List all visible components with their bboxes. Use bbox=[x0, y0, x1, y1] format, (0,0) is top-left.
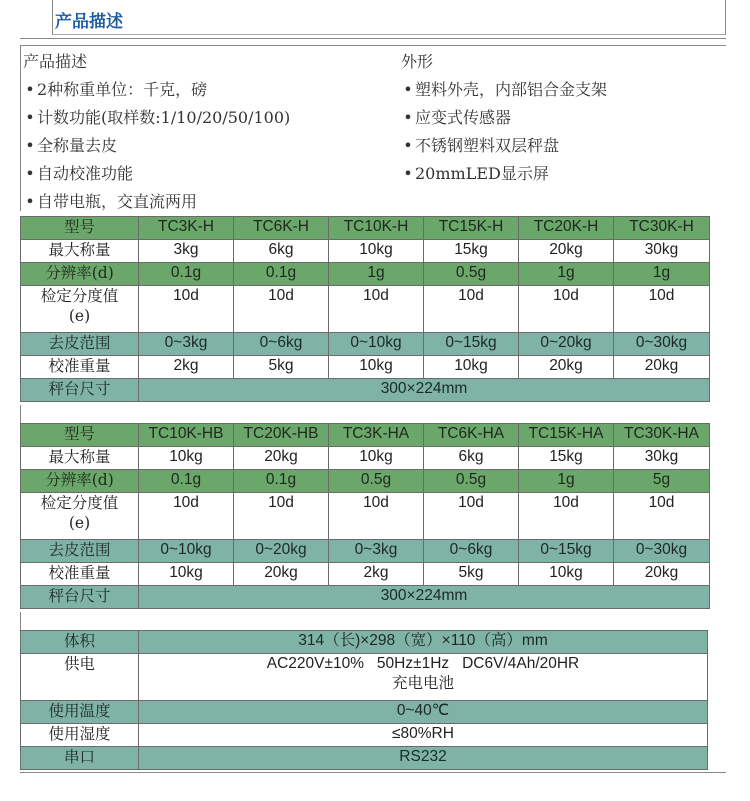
table-cell: 2kg bbox=[139, 356, 234, 379]
table-cell: TC10K-HB bbox=[139, 424, 234, 447]
row-label: 秤台尺寸 bbox=[21, 379, 139, 402]
row-label: 分辨率(d) bbox=[21, 263, 139, 286]
table-row-max bbox=[21, 240, 710, 263]
list-item: • 20mmLED显示屏 bbox=[403, 164, 549, 183]
table-cell: 2kg bbox=[329, 563, 424, 586]
table-cell: 20kg bbox=[519, 240, 614, 263]
table-row-resolution bbox=[21, 263, 710, 286]
table-cell: 0~3kg bbox=[329, 540, 424, 563]
description-heading: 外形 bbox=[401, 52, 434, 71]
table-cell: 30kg bbox=[614, 447, 710, 470]
row-label: 串口 bbox=[21, 747, 139, 770]
row-label: 使用湿度 bbox=[21, 724, 139, 747]
table-row-calibration bbox=[21, 563, 710, 586]
section-header bbox=[52, 0, 726, 35]
table-cell: 0.1g bbox=[234, 263, 329, 286]
table-cell: 0~15kg bbox=[424, 333, 519, 356]
table-row-model bbox=[21, 424, 710, 447]
table-cell: 0~20kg bbox=[519, 333, 614, 356]
spec-table-hb-ha-series bbox=[20, 423, 710, 609]
table-cell: 0~10kg bbox=[329, 333, 424, 356]
table-cell: 0.1g bbox=[139, 263, 234, 286]
row-label: 去皮范围 bbox=[21, 333, 139, 356]
table-cell: 15kg bbox=[424, 240, 519, 263]
table-cell: 0~30kg bbox=[614, 540, 710, 563]
table-cell: 0.5g bbox=[424, 263, 519, 286]
row-label: 供电 bbox=[21, 654, 139, 701]
table-cell: 0.5g bbox=[424, 470, 519, 493]
row-label: 使用温度 bbox=[21, 701, 139, 724]
table-row-platform bbox=[21, 379, 710, 402]
table-cell: TC30K-H bbox=[614, 217, 710, 240]
table-cell: 20kg bbox=[614, 356, 710, 379]
row-label: 体积 bbox=[21, 631, 139, 654]
table-cell: 0~6kg bbox=[424, 540, 519, 563]
table-cell: 300×224mm bbox=[139, 586, 710, 609]
table-cell: 10kg bbox=[329, 447, 424, 470]
table-cell: 10d bbox=[139, 286, 234, 333]
list-item: • 塑料外壳，内部铝合金支架 bbox=[403, 80, 608, 99]
spec-table-h-series bbox=[20, 216, 710, 402]
table-row-volume bbox=[21, 631, 708, 654]
table-cell: 314（长)×298（宽）×110（高）mm bbox=[139, 631, 708, 654]
table-cell: 10kg bbox=[519, 563, 614, 586]
table-cell: TC20K-HB bbox=[234, 424, 329, 447]
divider bbox=[20, 405, 21, 423]
table-cell: 0.1g bbox=[139, 470, 234, 493]
table-row-humidity bbox=[21, 724, 708, 747]
row-label: 最大称量 bbox=[21, 447, 139, 470]
row-label: 秤台尺寸 bbox=[21, 586, 139, 609]
table-cell: 10d bbox=[234, 493, 329, 540]
table-cell: 0~40℃ bbox=[139, 701, 708, 724]
table-row-max bbox=[21, 447, 710, 470]
row-label: 型号 bbox=[21, 424, 139, 447]
table-row-serial bbox=[21, 747, 708, 770]
description-left-column bbox=[23, 52, 290, 216]
description-panel bbox=[20, 46, 727, 211]
row-label: 最大称量 bbox=[21, 240, 139, 263]
table-cell: 0.5g bbox=[329, 470, 424, 493]
divider bbox=[20, 38, 726, 46]
table-cell: 10kg bbox=[139, 447, 234, 470]
section-title: 产品描述 bbox=[55, 12, 123, 32]
table-cell: 5g bbox=[614, 470, 710, 493]
table-cell: 10kg bbox=[139, 563, 234, 586]
table-row-tare bbox=[21, 540, 710, 563]
row-label: 检定分度值 (e) bbox=[21, 286, 139, 333]
divider bbox=[20, 772, 726, 773]
table-cell: 0~20kg bbox=[234, 540, 329, 563]
table-cell: 30kg bbox=[614, 240, 710, 263]
table-cell: 10d bbox=[234, 286, 329, 333]
list-item: • 2种称重单位：千克，磅 bbox=[25, 80, 208, 99]
table-cell: TC15K-H bbox=[424, 217, 519, 240]
table-cell: 300×224mm bbox=[139, 379, 710, 402]
row-label: 校准重量 bbox=[21, 356, 139, 379]
table-cell: 5kg bbox=[234, 356, 329, 379]
table-row-tare bbox=[21, 333, 710, 356]
table-row-division bbox=[21, 286, 710, 333]
description-heading: 产品描述 bbox=[23, 52, 88, 71]
table-cell: 20kg bbox=[234, 563, 329, 586]
table-cell: TC30K-HA bbox=[614, 424, 710, 447]
row-label: 分辨率(d) bbox=[21, 470, 139, 493]
list-item: • 不锈钢塑料双层秤盘 bbox=[403, 136, 560, 155]
table-cell: TC6K-HA bbox=[424, 424, 519, 447]
table-cell: TC6K-H bbox=[234, 217, 329, 240]
table-cell: 0~10kg bbox=[139, 540, 234, 563]
table-row-model bbox=[21, 217, 710, 240]
table-cell: 3kg bbox=[139, 240, 234, 263]
table-cell: TC15K-HA bbox=[519, 424, 614, 447]
table-cell: 10d bbox=[424, 493, 519, 540]
row-label: 去皮范围 bbox=[21, 540, 139, 563]
table-cell: TC3K-HA bbox=[329, 424, 424, 447]
table-cell: ≤80%RH bbox=[139, 724, 708, 747]
spec-table-general bbox=[20, 630, 708, 770]
table-cell: 0.1g bbox=[234, 470, 329, 493]
table-cell: 5kg bbox=[424, 563, 519, 586]
description-right-column bbox=[401, 52, 607, 188]
table-cell: 6kg bbox=[424, 447, 519, 470]
list-item: • 计数功能(取样数:1/10/20/50/100) bbox=[25, 108, 291, 127]
table-cell: 0~6kg bbox=[234, 333, 329, 356]
table-cell: 1g bbox=[614, 263, 710, 286]
table-cell: 20kg bbox=[614, 563, 710, 586]
table-cell: 10d bbox=[424, 286, 519, 333]
table-row-calibration bbox=[21, 356, 710, 379]
table-cell: 10d bbox=[329, 286, 424, 333]
table-cell: 6kg bbox=[234, 240, 329, 263]
table-cell: RS232 bbox=[139, 747, 708, 770]
table-cell: TC3K-H bbox=[139, 217, 234, 240]
table-row-division bbox=[21, 493, 710, 540]
row-label: 检定分度值 (e) bbox=[21, 493, 139, 540]
table-cell: TC10K-H bbox=[329, 217, 424, 240]
table-cell: 10kg bbox=[329, 240, 424, 263]
table-cell: 15kg bbox=[519, 447, 614, 470]
table-row-power bbox=[21, 654, 708, 701]
table-cell: TC20K-H bbox=[519, 217, 614, 240]
table-cell: 10d bbox=[519, 493, 614, 540]
divider bbox=[20, 612, 21, 630]
table-cell: 10d bbox=[519, 286, 614, 333]
table-cell: 10d bbox=[329, 493, 424, 540]
table-cell: 0~15kg bbox=[519, 540, 614, 563]
list-item: • 应变式传感器 bbox=[403, 108, 512, 127]
list-item: • 全称量去皮 bbox=[25, 136, 118, 155]
table-row-temperature bbox=[21, 701, 708, 724]
table-cell: AC220V±10% 50Hz±1Hz DC6V/4Ah/20HR 充电电池 bbox=[139, 654, 708, 701]
table-cell: 10d bbox=[614, 286, 710, 333]
table-cell: 1g bbox=[519, 470, 614, 493]
list-item: • 自动校准功能 bbox=[25, 164, 134, 183]
table-row-platform bbox=[21, 586, 710, 609]
table-cell: 0~30kg bbox=[614, 333, 710, 356]
table-cell: 0~3kg bbox=[139, 333, 234, 356]
table-row-resolution bbox=[21, 470, 710, 493]
table-cell: 1g bbox=[329, 263, 424, 286]
table-cell: 10d bbox=[139, 493, 234, 540]
table-cell: 10kg bbox=[424, 356, 519, 379]
list-item: • 自带电瓶，交直流两用 bbox=[25, 192, 198, 211]
table-cell: 1g bbox=[519, 263, 614, 286]
table-cell: 20kg bbox=[234, 447, 329, 470]
row-label: 校准重量 bbox=[21, 563, 139, 586]
table-cell: 10kg bbox=[329, 356, 424, 379]
table-cell: 10d bbox=[614, 493, 710, 540]
table-cell: 20kg bbox=[519, 356, 614, 379]
row-label: 型号 bbox=[21, 217, 139, 240]
